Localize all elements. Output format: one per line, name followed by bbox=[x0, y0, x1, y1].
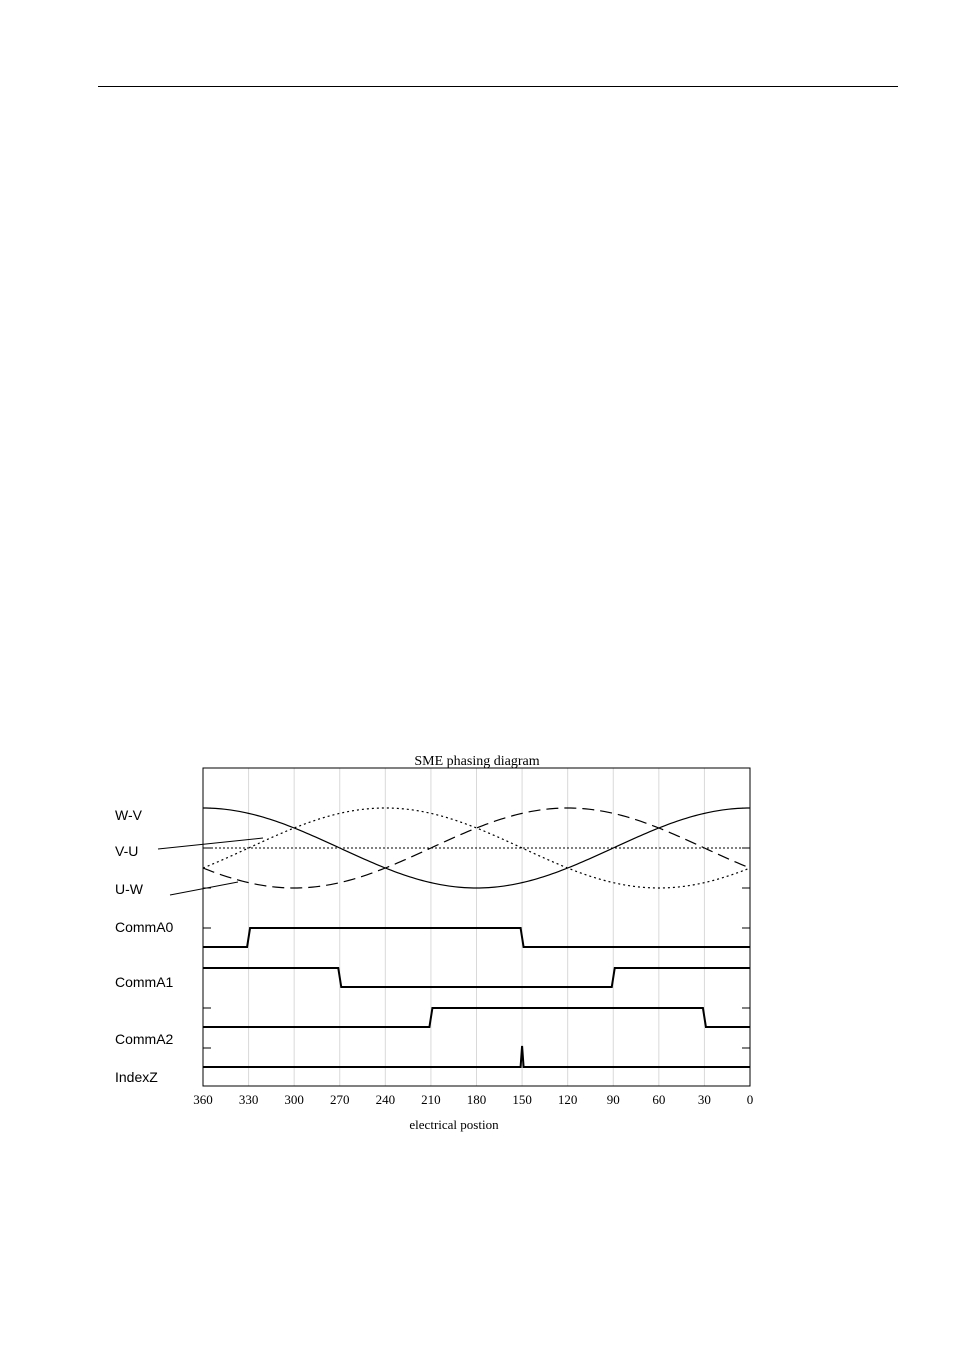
label-w-v: W-V bbox=[115, 807, 142, 823]
x-tick-label-120: 120 bbox=[557, 1092, 578, 1107]
x-tick-label-210: 210 bbox=[421, 1092, 441, 1107]
x-tick-label-240: 240 bbox=[375, 1092, 396, 1107]
x-tick-label-90: 90 bbox=[606, 1092, 620, 1107]
x-tick-label-150: 150 bbox=[512, 1092, 532, 1107]
u-w-leader-line bbox=[170, 882, 238, 895]
label-u-w: U-W bbox=[115, 881, 143, 897]
x-tick-label-180: 180 bbox=[466, 1092, 487, 1107]
label-comma1: CommA1 bbox=[115, 974, 174, 990]
x-tick-label-300: 300 bbox=[284, 1092, 304, 1107]
x-tick-label-270: 270 bbox=[330, 1092, 350, 1107]
x-tick-label-330: 330 bbox=[238, 1092, 259, 1107]
x-tick-label-60: 60 bbox=[652, 1092, 666, 1107]
v-u-leader-line bbox=[158, 838, 263, 849]
label-comma0: CommA0 bbox=[115, 919, 174, 935]
x-axis-label: electrical postion bbox=[409, 1117, 499, 1132]
label-indexz: IndexZ bbox=[115, 1069, 158, 1085]
x-tick-label-30: 30 bbox=[697, 1092, 711, 1107]
label-v-u: V-U bbox=[115, 843, 139, 859]
chart-title: SME phasing diagram bbox=[414, 754, 540, 769]
x-tick-labels bbox=[193, 1092, 753, 1107]
x-tick-label-0: 0 bbox=[746, 1092, 754, 1107]
label-comma2: CommA2 bbox=[115, 1031, 174, 1047]
x-tick-label-360: 360 bbox=[193, 1092, 213, 1107]
